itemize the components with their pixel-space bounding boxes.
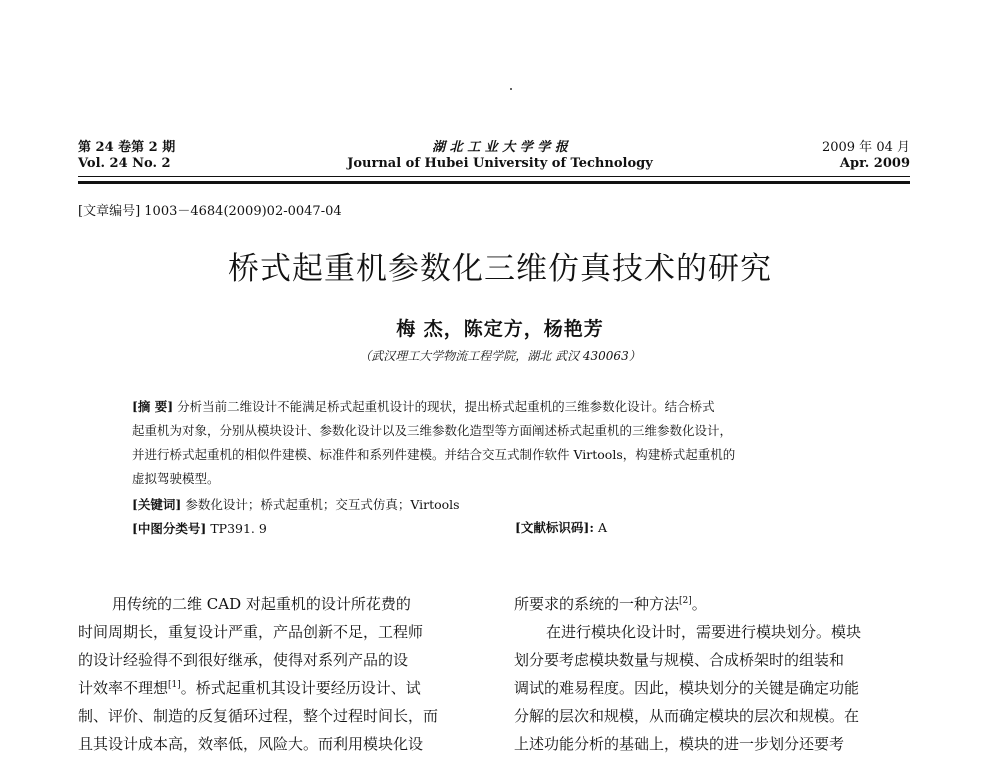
body-left-line-6: 且其设计成本高，效率低，风险大。而利用模块化设: [78, 735, 424, 753]
body-left-line-4: [78, 677, 421, 698]
date-cn: 2009 年 04 月: [821, 140, 910, 155]
abstract-line-3: 并进行桥式起重机的相似件建模、标准件和系列件建模。并结合交互式制作软件 Virtools，构建桥式起重机的: [132, 447, 736, 462]
header-rule-thick: [78, 181, 910, 184]
authors: 梅 杰，陈定方，杨艳芳: [396, 318, 604, 340]
volume-issue-cn: 第 24 卷第 2 期: [78, 140, 176, 155]
paper-title: 桥式起重机参数化三维仿真技术的研究: [228, 251, 772, 287]
document-code: [515, 518, 607, 536]
doc-code-label: [文献标识码]:: [515, 520, 594, 535]
body-right-line-4: 调试的难易程度。因此，模块划分的关键是确定功能: [514, 679, 860, 697]
abstract-line-1: [132, 396, 715, 417]
body-right-line-6: 上述功能分析的基础上，模块的进一步划分还要考: [514, 735, 845, 753]
body-left-line-2: 时间周期长，重复设计严重，产品创新不足，工程师: [78, 623, 424, 641]
body-right-line-5: 分解的层次和规模，从而确定模块的层次和规模。在: [514, 707, 860, 725]
abstract-line-4: 虚拟驾驶模型。: [132, 471, 220, 486]
body-right-line-1-tail: 。: [691, 595, 707, 613]
date-en: Apr. 2009: [839, 156, 910, 171]
body-right-line-2: 在进行模块化设计时，需要进行模块划分。模块: [546, 623, 862, 641]
abstract-text-1: 分析当前二维设计不能满足桥式起重机设计的现状，提出桥式起重机的三维参数化设计。结合桥式: [177, 399, 715, 414]
abstract-line-2: 起重机为对象，分别从模块设计、参数化设计以及三维参数化造型等方面阐述桥式起重机的三维参数化设计，: [132, 423, 733, 438]
clc-text: TP391. 9: [210, 521, 267, 536]
body-left-line-4-tail: 。桥式起重机其设计要经历设计、试: [180, 679, 421, 697]
citation-1: [1]: [168, 680, 181, 690]
abstract-label: [摘 要]: [132, 399, 174, 414]
volume-issue-en: Vol. 24 No. 2: [78, 156, 171, 171]
scan-speck: [510, 88, 512, 90]
body-left-line-3: 的设计经验得不到很好继承，使得对系列产品的设: [78, 651, 409, 669]
affiliation: （武汉理工大学物流工程学院，湖北 武汉 430063）: [359, 349, 641, 363]
body-left-line-5: 制、评价、制造的反复循环过程，整个过程时间长，而: [78, 707, 439, 725]
journal-name-cn: 湖 北 工 业 大 学 学 报: [432, 140, 568, 155]
doc-code-text: A: [597, 520, 607, 535]
body-right-line-1: [514, 593, 707, 614]
clc-number: [132, 518, 267, 539]
clc-label: [中图分类号]: [132, 521, 207, 536]
article-number: [文章编号] 1003－4684(2009)02-0047-04: [78, 204, 342, 219]
body-left-line-1: 用传统的二维 CAD 对起重机的设计所花费的: [112, 595, 411, 613]
journal-name-en: Journal of Hubei University of Technology: [347, 156, 653, 171]
keywords-label: [关键词]: [132, 497, 182, 512]
keywords: [132, 494, 460, 515]
body-left-line-4-text: 计效率不理想: [78, 679, 169, 697]
keywords-text: 参数化设计；桥式起重机；交互式仿真；Virtools: [185, 497, 460, 512]
citation-2: [2]: [679, 596, 692, 606]
body-right-line-3: 划分要考虑模块数量与规模、合成桥架时的组装和: [514, 651, 845, 669]
body-right-line-1-text: 所要求的系统的一种方法: [514, 595, 680, 613]
header-rule-thin: [78, 176, 910, 177]
